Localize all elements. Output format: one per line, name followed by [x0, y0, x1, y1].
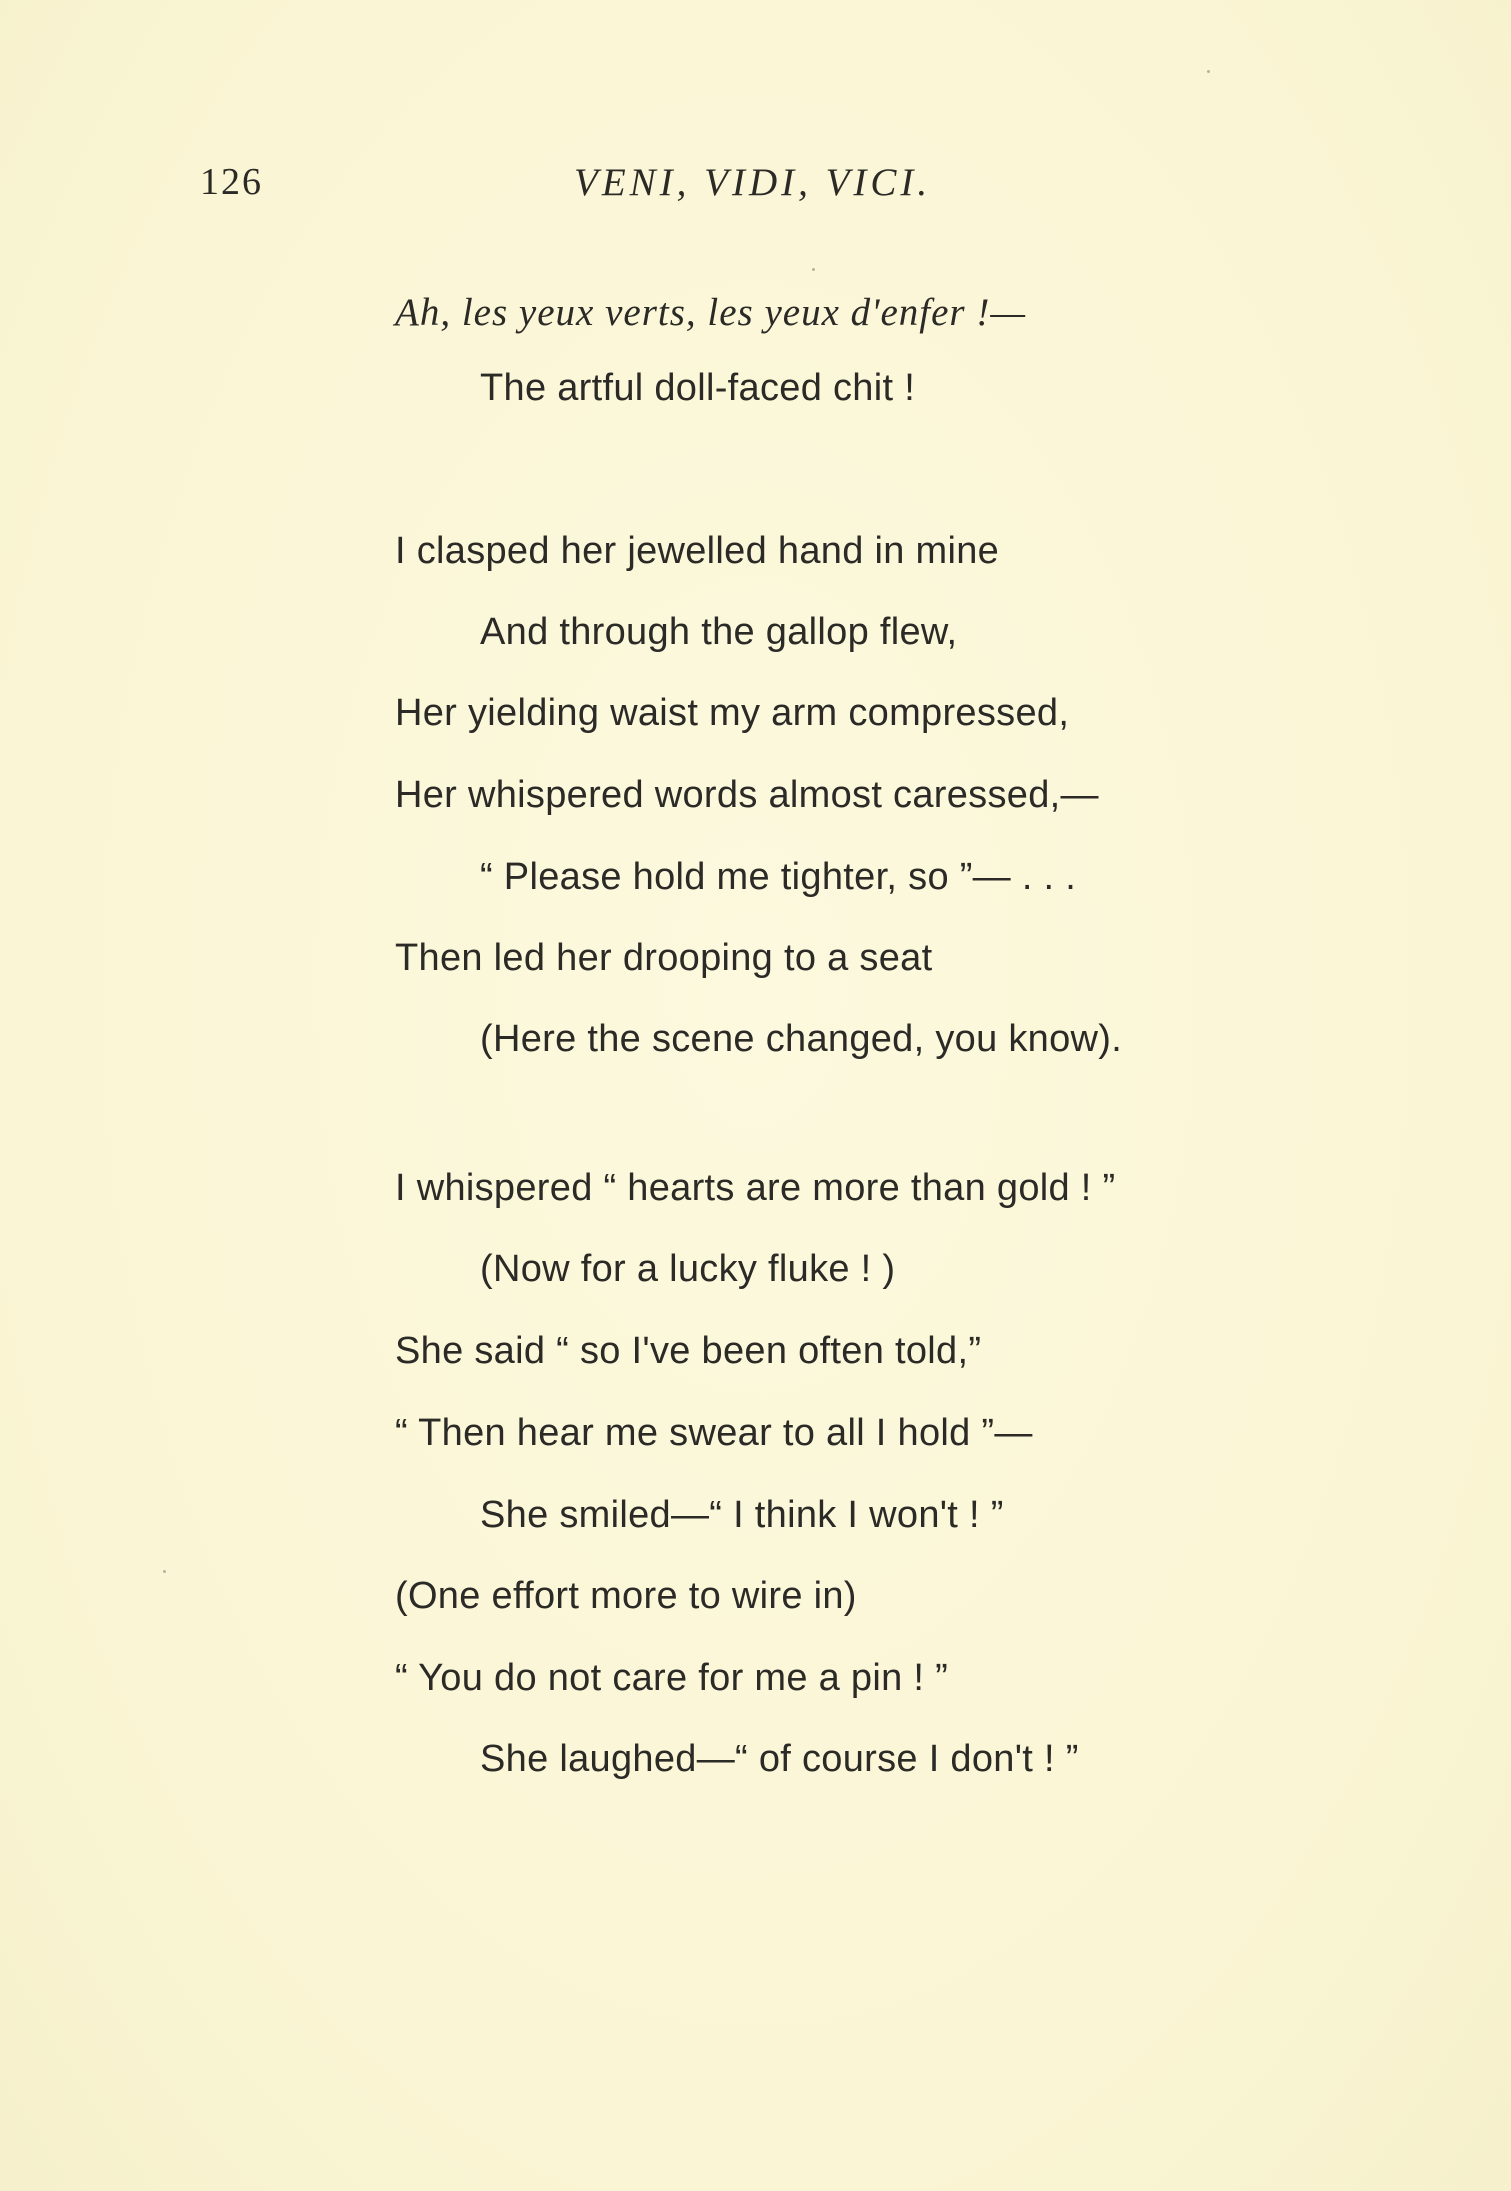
verse-line: Ah, les yeux verts, les yeux d'enfer !—	[395, 291, 1027, 334]
verse-line: And through the gallop flew,	[480, 611, 958, 653]
verse-line: “ You do not care for me a pin ! ”	[395, 1657, 949, 1699]
verse-line: (Now for a lucky fluke ! )	[480, 1248, 896, 1290]
verse-line: Her whispered words almost caressed,—	[395, 774, 1099, 816]
verse-line: Her yielding waist my arm compressed,	[395, 692, 1070, 734]
page-header	[200, 160, 1200, 210]
verse-line: I whispered “ hearts are more than gold ! ”	[395, 1167, 1116, 1209]
paper-speck	[812, 268, 815, 271]
paper-speck	[1207, 70, 1210, 73]
verse-line: “ Please hold me tighter, so ”— . . .	[480, 856, 1077, 898]
verse-line: (One effort more to wire in)	[395, 1575, 857, 1617]
verse-line: Then led her drooping to a seat	[395, 937, 933, 979]
verse-line: She smiled—“ I think I won't ! ”	[480, 1494, 1004, 1536]
verse-line: (Here the scene changed, you know).	[480, 1018, 1123, 1060]
verse-line: “ Then hear me swear to all I hold ”—	[395, 1412, 1033, 1454]
verse-line: She said “ so I've been often told,”	[395, 1330, 982, 1372]
verse-line: She laughed—“ of course I don't ! ”	[480, 1738, 1079, 1780]
running-title: VENI, VIDI, VICI.	[574, 161, 932, 204]
page-number: 126	[200, 161, 263, 203]
verse-line: The artful doll-faced chit !	[480, 367, 916, 409]
paper-speck	[163, 1570, 166, 1573]
verse-line: I clasped her jewelled hand in mine	[395, 530, 1000, 572]
